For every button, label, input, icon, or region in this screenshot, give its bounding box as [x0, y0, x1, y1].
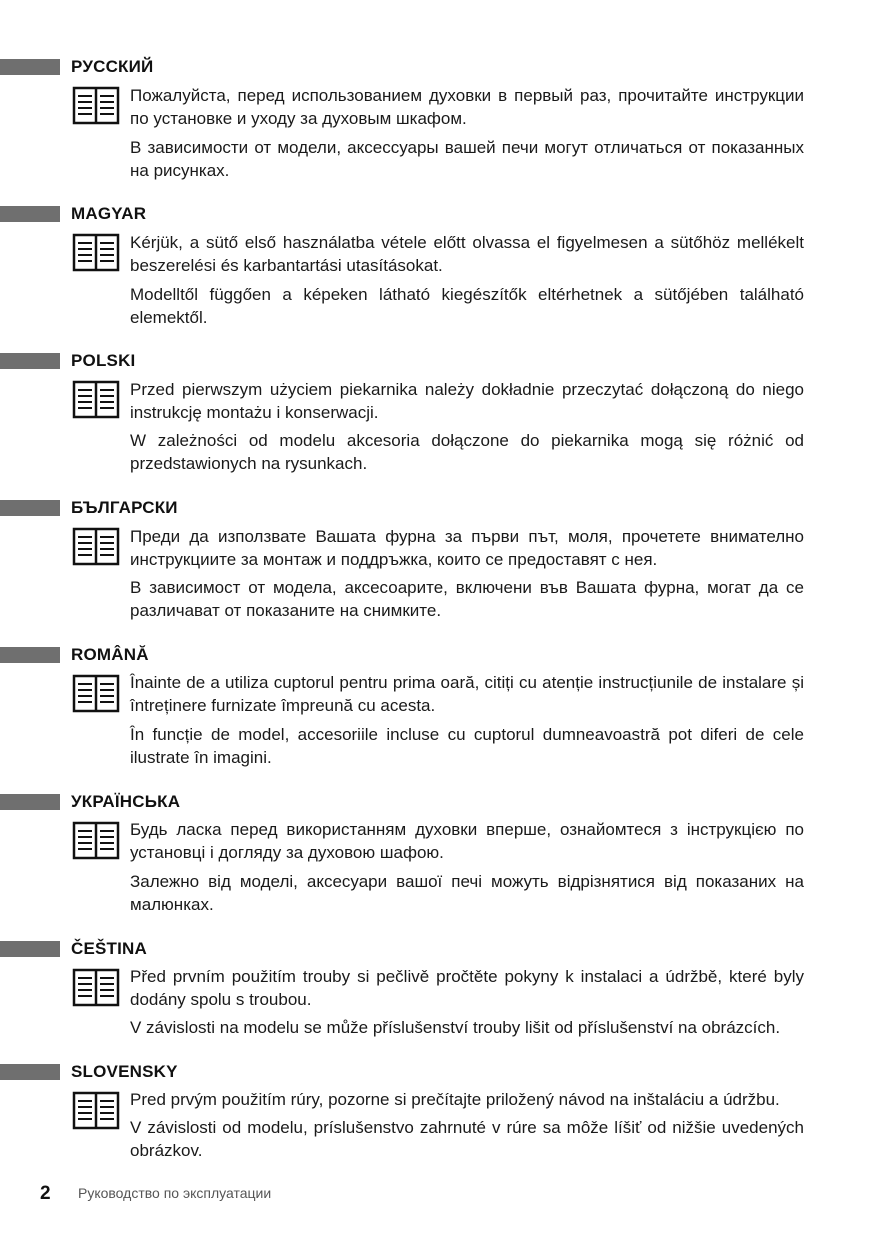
paragraph-instructions: Před prvním použitím trouby si pečlivě pročtěte pokyny k instalaci a údržbě, které byly dodány spolu s troubou.	[130, 967, 804, 1009]
section-heading: SLOVENSKY	[71, 1062, 178, 1081]
page-number: 2	[40, 1183, 51, 1204]
section-bar	[0, 1064, 60, 1080]
book-icon	[72, 526, 120, 566]
paragraph-accessories: Modelltől függően a képeken látható kiegészítők eltérhetnek a sütőjében található elemektől.	[130, 285, 804, 327]
section-heading: ČEŠTINA	[71, 939, 148, 958]
paragraph-instructions: Преди да използвате Вашата фурна за първи път, моля, прочетете внимателно инструкциите за монтаж и поддръжка, които се предоставят с нея.	[130, 527, 804, 569]
section-bar	[0, 794, 60, 810]
paragraph-instructions: Kérjük, a sütő első használatba vétele előtt olvassa el figyelmesen a sütőhöz mellékelt beszerelési és karbantartási utasításokat.	[130, 233, 804, 275]
paragraph-instructions: Будь ласка перед використанням духовки вперше, ознайомтеся з інструкцією по установці і догляду за духовою шафою.	[130, 820, 804, 862]
section-heading: УКРАЇНСЬКА	[71, 792, 181, 811]
paragraph-accessories: В зависимости от модели, аксессуары вашей печи могут отличаться от показанных на рисунках.	[130, 138, 804, 180]
section-bar	[0, 941, 60, 957]
section-bar	[0, 59, 60, 75]
paragraph-instructions: Пожалуйста, перед использованием духовки в первый раз, прочитайте инструкции по установке и уходу за духовым шкафом.	[130, 86, 804, 128]
paragraph-accessories: W zależności od modelu akcesoria dołączone do piekarnika mogą się różnić od przedstawionych na rysunkach.	[130, 431, 804, 473]
book-icon	[72, 85, 120, 125]
book-icon	[72, 820, 120, 860]
section-heading: ROMÂNĂ	[71, 645, 149, 664]
section-bar	[0, 647, 60, 663]
paragraph-accessories: Залежно від моделі, аксесуари вашої печі можуть відрізнятися від показаних на малюнках.	[130, 872, 804, 914]
paragraph-instructions: Înainte de a utiliza cuptorul pentru prima oară, citiți cu atenție instrucțiunile de instalare și întreținere furnizate împreună cu acesta.	[130, 673, 804, 715]
section-heading: POLSKI	[71, 351, 136, 370]
paragraph-accessories: V závislosti na modelu se může příslušenství trouby lišit od příslušenství na obrázcích.	[130, 1018, 781, 1037]
book-icon	[72, 673, 120, 713]
section-heading: MAGYAR	[71, 204, 147, 223]
paragraph-instructions: Pred prvým použitím rúry, pozorne si prečítajte priložený návod na inštaláciu a údržbu.	[130, 1090, 780, 1109]
paragraph-accessories: În funcție de model, accesoriile incluse cu cuptorul dumneavoastră pot diferi de cele ilustrate în imagini.	[130, 725, 804, 767]
section-bar	[0, 353, 60, 369]
book-icon	[72, 967, 120, 1007]
paragraph-accessories: V závislosti od modelu, príslušenstvo zahrnuté v rúre sa môže líšiť od nižšie uvedených obrázkov.	[130, 1118, 804, 1160]
section-heading: РУССКИЙ	[71, 57, 154, 76]
book-icon	[72, 1090, 120, 1130]
paragraph-instructions: Przed pierwszym użyciem piekarnika należy dokładnie przeczytać dołączoną do niego instrukcję montażu i konserwacji.	[130, 380, 804, 422]
paragraph-accessories: В зависимост от модела, аксесоарите, включени във Вашата фурна, могат да се различават от показаните на снимките.	[130, 578, 804, 620]
section-heading: БЪЛГАРСКИ	[71, 498, 178, 517]
manual-title: Руководство по эксплуатации	[78, 1185, 272, 1201]
book-icon	[72, 379, 120, 419]
section-bar	[0, 206, 60, 222]
book-icon	[72, 232, 120, 272]
section-bar	[0, 500, 60, 516]
